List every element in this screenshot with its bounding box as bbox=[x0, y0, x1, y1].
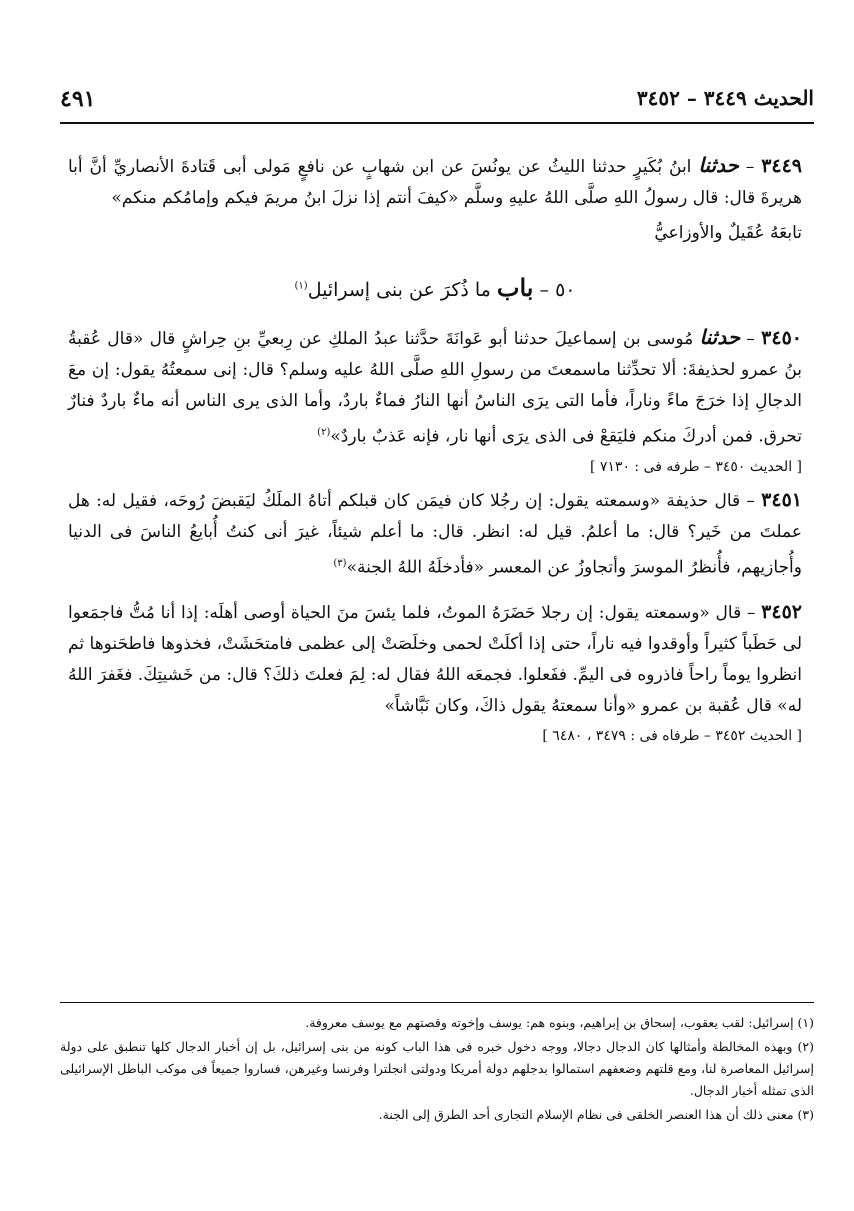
hadith-number: ٣٤٥٢ bbox=[761, 601, 802, 624]
main-text bbox=[68, 150, 802, 754]
hadith-keyword: حدثنا bbox=[698, 153, 739, 177]
chapter-number: ٥٠ – bbox=[539, 279, 576, 301]
hadith-text: مُوسى بن إسماعيلَ حدثنا أبو عَوانَةَ حدَّثنا عبدُ الملكِ عن رِبعيِّ بنِ حِراشٍ قال «قال عُقبةُ بنُ عمرو لحذيفةَ: ألا تحدِّثنا ماسمعتَ من رسولِ اللهِ صلَّى اللهُ عليه وسلم؟ قال: إنى سمعتُهُ يقول: إن معَ الدجالِ إذا خرَجَ ماءً وناراً، فأما التى يرَى الناسُ أنها النارُ فماءٌ باردٌ، وأما الذى يرى الناس أنه ماءٌ باردٌ فنارٌ تحرق. فمن أدركَ منكم فليَقعْ فى الذى يرَى أنها نار، فإنه عَذبٌ باردٌ» bbox=[68, 329, 802, 447]
hadith-text: ابنُ بُكَيرٍ حدثنا الليثُ عن يونُسَ عن ابن شهابٍ عن نافعٍ مَولى أبى قَتادةَ الأنصاريِّ أنَّ أبا هريرةَ قال: قال رسولُ اللهِ صلَّى اللهُ عليهِ وسلَّم «كيفَ أنتم إذا نزلَ ابنُ مريمَ فيكم وإمامُكم منكم» bbox=[68, 157, 802, 208]
header-divider bbox=[60, 122, 814, 124]
footnotes bbox=[60, 1012, 814, 1128]
hadith-number: ٣٤٤٩ bbox=[761, 155, 803, 177]
footnote-3: (٣) معنى ذلك أن هذا العنصر الخلقى فى نظام الإسلام التجارى أحد الطرق إلى الجنة. bbox=[378, 1107, 814, 1122]
hadith-keyword: حدثنا bbox=[699, 325, 741, 349]
crossref: [ الحديث ٣٤٥٢ – طرفاه فى : ٣٤٧٩ ، ٦٤٨٠ ] bbox=[542, 728, 802, 745]
hadith-3452: ٣٤٥٢ – قال «وسمعته يقول: إن رجلا حَضَرَهُ الموتُ، فلما يئسَ منَ الحياة أوصى أهلَه: إذا أنا مُتُّ فاجمَعوا لى حَطَباً كثيراً وأوقدوا فيه ناراً، حتى إذا أكلَتْ لحمى وخلَصَتْ إلى عظمى فامتحَشَتْ، فخذوها فاطحَنوها ثم انظروا يوماً راحاً فاذروه فى اليمِّ. ففَعلوا. فجمعَه اللهُ فقال له: لِمَ فعلتَ ذلكَ؟ قال: من خَشيتِكَ. فغَفرَ اللهُ له» قال عُقبة بن عمرو «وأنا سمعتهُ يقول ذاكَ، وكان نَبَّاشاً» bbox=[68, 601, 802, 717]
hadith-number: ٣٤٥٠ bbox=[761, 327, 802, 349]
footnote-ref: (٣) bbox=[333, 557, 347, 569]
footnote-2: (٢) وبهذه المخالطة وأمثالها كان الدجال دجالا، ووجه دخول خبره فى هذا الباب كونه من بنى إسرائيل، بل إن أخبار الدجال كلها تنطبق على دولة إسرائيل المعاصرة لنا، ومع قلتهم وضعفهم استمالوا بدجلهم دولة أمريكا ودولتى انجلترا وفرنسا وغيرهن، فساروا جميعاً فى موكب الباطل الإسرائيلى الذى تمثله أخبار الدجال. bbox=[60, 1039, 814, 1098]
chapter-word: باب bbox=[496, 273, 534, 302]
hadith-3450: ٣٤٥٠ – حدثنا مُوسى بن إسماعيلَ حدثنا أبو عَوانَةَ حدَّثنا عبدُ الملكِ عن رِبعيِّ بنِ حِراشٍ قال «قال عُقبةُ بنُ عمرو لحذيفةَ: ألا تحدِّثنا ماسمعتَ من رسولِ اللهِ صلَّى اللهُ عليه وسلم؟ قال: إنى سمعتُهُ يقول: إن معَ الدجالِ إذا خرَجَ ماءً وناراً، فأما التى يرَى الناسُ أنها النارُ فماءٌ باردٌ، وأما الذى يرى الناس أنه ماءٌ باردٌ فنارٌ تحرق. فمن أدركَ منكم فليَقعْ فى الذى يرَى أنها نار، فإنه عَذبٌ باردٌ»$^{(٢)}$ bbox=[68, 325, 802, 447]
hadith-text: قال «وسمعته يقول: إن رجلا حَضَرَهُ الموتُ، فلما يئسَ منَ الحياة أوصى أهلَه: إذا أنا مُتُّ فاجمَعوا لى حَطَباً كثيراً وأوقدوا فيه ناراً، حتى إذا أكلَتْ لحمى وخلَصَتْ إلى عظمى فامتحَشَتْ، فخذوها فاطحَنوها ثم انظروا يوماً راحاً فاذروه فى اليمِّ. ففَعلوا. فجمعَه اللهُ فقال له: لِمَ فعلتَ ذلكَ؟ قال: من خَشيتِكَ. فغَفرَ اللهُ له» قال عُقبة بن عمرو «وأنا سمعتهُ يقول ذاكَ، وكان نَبَّاشاً» bbox=[68, 603, 802, 717]
running-header bbox=[60, 86, 814, 116]
chapter-title: ما ذُكرَ عن بنى إسرائيل bbox=[307, 279, 491, 301]
footnote-divider bbox=[60, 1002, 814, 1003]
chapter-heading bbox=[68, 273, 802, 302]
header-title: الحديث ٣٤٤٩ – ٣٤٥٢ bbox=[636, 86, 814, 110]
hadith-3451: ٣٤٥١ – قال حذيفة «وسمعته يقول: إن رجُلا كان فيمَن كان قبلكم أتاهُ الملَكُ ليَقبضَ رُوحَه، فقيل له: هل عملتَ من خَير؟ قال: ما أعلمُ. قيل له: انظر. قال: ما أعلم شيئاً، غيرَ أنى كنتُ أُبايعُ الناسَ فى الدنيا وأُجازيهم، فأُنظرُ الموسرَ وأتجاوزُ عن المعسر «فأدخلَهُ اللهُ الجنة»$^{(٣)}$ bbox=[68, 488, 802, 578]
hadith-3449: ٣٤٤٩ – حدثنا ابنُ بُكَيرٍ حدثنا الليثُ عن يونُسَ عن ابن شهابٍ عن نافعٍ مَولى أبى قَتادةَ الأنصاريِّ أنَّ أبا هريرةَ قال: قال رسولُ اللهِ صلَّى اللهُ عليهِ وسلَّم «كيفَ أنتم إذا نزلَ ابنُ مريمَ فيكم وإمامُكم منكم» bbox=[68, 153, 803, 208]
footnote-ref: (٢) bbox=[317, 427, 331, 438]
footnote-1: (١) إسرائيل: لقب يعقوب، إسحاق بن إبراهيم، وبنوه هم: يوسف وإخوته وقصتهم مع يوسف معروفة. bbox=[305, 1015, 814, 1030]
page-number: ٤٩١ bbox=[60, 86, 96, 112]
mutaba-note: تابعَهُ عُقَيلٌ والأوزاعيُّ bbox=[654, 223, 802, 243]
footnote-ref: (١) bbox=[294, 280, 308, 292]
hadith-number: ٣٤٥١ bbox=[761, 488, 802, 511]
crossref: [ الحديث ٣٤٥٠ – طرفه فى : ٧١٣٠ ] bbox=[589, 458, 802, 475]
hadith-text: قال حذيفة «وسمعته يقول: إن رجُلا كان فيمَن كان قبلكم أتاهُ الملَكُ ليَقبضَ رُوحَه، فقيل له: هل عملتَ من خَير؟ قال: ما أعلمُ. قيل له: انظر. قال: ما أعلم شيئاً، غيرَ أنى كنتُ أُبايعُ الناسَ فى الدنيا وأُجازيهم، فأُنظرُ الموسرَ وأتجاوزُ عن المعسر «فأدخلَهُ اللهُ الجنة» bbox=[68, 490, 802, 578]
